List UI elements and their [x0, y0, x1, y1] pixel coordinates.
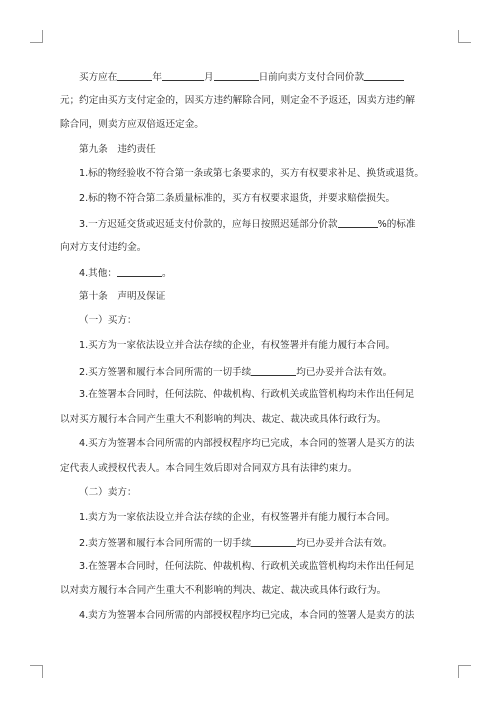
crop-mark-top-left — [30, 30, 43, 43]
buyer-item1: 1.买方为一家依法设立并合法存续的企业，有权签署并有能力履行本合同。 — [79, 340, 396, 352]
day-blank — [214, 70, 259, 81]
seller-item2: 2.卖方签署和履行本合同所需的一切手续 均已办妥并合法有效。 — [79, 538, 393, 550]
percent-blank — [338, 217, 378, 228]
crop-mark-bottom-right — [458, 665, 471, 678]
seller-heading: （二）卖方： — [79, 487, 137, 499]
buyer-item4-line2: 定代表人或授权代表人。本合同生效后即对合同双方具有法律约束力。 — [60, 462, 358, 474]
clause9-item1: 1.标的物经验收不符合第一条或第七条要求的，买方有权要求补足、换货或退货。 — [79, 168, 424, 180]
price-blank — [364, 70, 404, 81]
buyer-item2: 2.买方签署和履行本合同所需的一切手续 均已办妥并合法有效。 — [79, 366, 393, 378]
seller-item3-line2: 以对卖方履行本合同产生重大不利影响的判决、裁定、裁决或具体行政行为。 — [60, 585, 387, 597]
document-body — [60, 70, 440, 635]
buyer-item3-line2: 以对买方履行本合同产生重大不利影响的判决、裁定、裁决或具体行政行为。 — [60, 413, 387, 425]
seller-item4: 4.卖方为签署本合同所需的内部授权程序均已完成，本合同的签署人是卖方的法 — [79, 610, 415, 622]
seller-item1: 1.卖方为一家依法设立并合法存续的企业，有权签署并有能力履行本合同。 — [79, 511, 396, 523]
clause9-item3-line2: 向对方支付违约金。 — [60, 241, 147, 253]
clause9-item3: 3.一方迟延交货或迟延支付价款的，应每日按照迟延部分价款 %的标准 — [79, 219, 416, 231]
buyer-item3: 3.在签署本合同时，任何法院、仲裁机构、行政机关或监管机构均未作出任何足 — [79, 389, 415, 401]
buyer-item4: 4.买方为签署本合同所需的内部授权程序均已完成，本合同的签署人是买方的法 — [79, 438, 415, 450]
other-blank — [117, 266, 162, 277]
buyer-procedures-blank — [251, 365, 296, 376]
crop-mark-bottom-left — [30, 665, 43, 678]
payment-paragraph-line2: 元；约定由买方支付定金的，因买方违约解除合同，则定金不予返还，因卖方违约解 — [60, 94, 415, 106]
payment-paragraph-line3: 除合同，则卖方应双倍返还定金。 — [60, 119, 204, 131]
payment-paragraph: 买方应在 年 月 日前向卖方支付合同价款 — [60, 70, 440, 95]
seller-item3: 3.在签署本合同时，任何法院、仲裁机构、行政机关或监管机构均未作出任何足 — [79, 560, 415, 572]
clause9-item2: 2.标的物不符合第二条质量标准的，买方有权要求退货，并要求赔偿损失。 — [79, 192, 396, 204]
year-blank — [117, 70, 152, 81]
buyer-heading: （一）买方： — [79, 315, 137, 327]
clause10-heading: 第十条 声明及保证 — [79, 290, 166, 302]
month-blank — [162, 70, 204, 81]
seller-procedures-blank — [251, 536, 296, 547]
clause9-item4: 4.其他： 。 — [79, 268, 172, 280]
clause9-heading: 第九条 违约责任 — [79, 143, 156, 155]
crop-mark-top-right — [458, 30, 471, 43]
